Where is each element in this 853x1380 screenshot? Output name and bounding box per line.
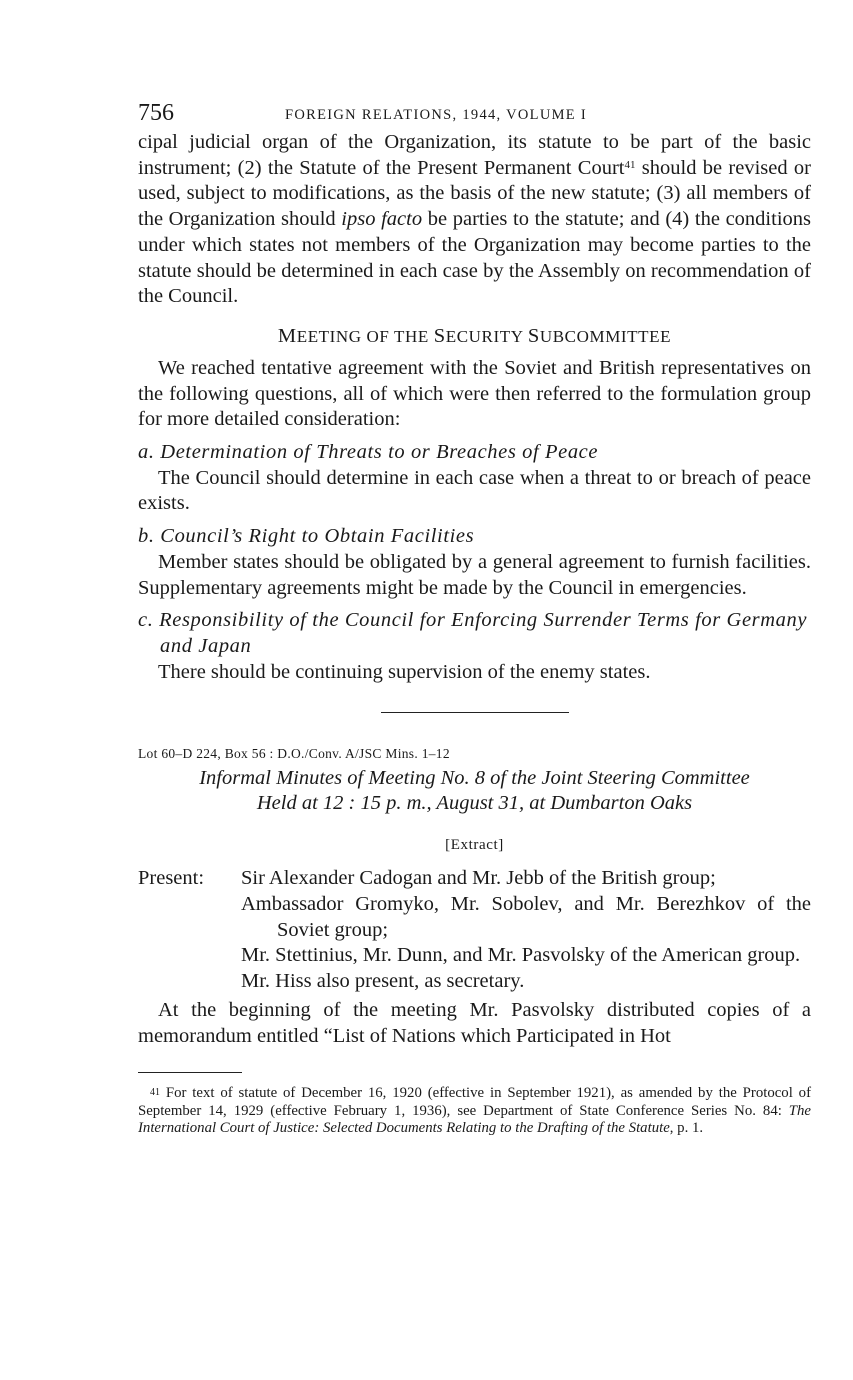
footnote-marker: 41 [150, 1087, 160, 1099]
document-page [138, 100, 811, 1138]
source-citation: Lot 60–D 224, Box 56 : D.O./Conv. A/JSC Mins. 1–12 [138, 746, 450, 762]
item-heading-a: a. Determination of Threats to or Breaches of Peace [138, 441, 599, 464]
item-body-b: Member states should be obligated by a general agreement to furnish facilities. Supplementary agreements might be made by the Council in emergencies. [138, 550, 811, 599]
present-list [138, 866, 811, 995]
section-divider [381, 712, 569, 713]
opening-paragraph: cipal judicial organ of the Organization, its statute to be part of the basic instrument; (2) the Statute of the Present Permanent Court$^{41}$ should be revised or used, subject to modifications, as the basis of the new statute; (3) all members of the Organization should ipso facto be parties to the statute; and (4) the conditions under which states not members of the Organization may become parties to the statute should be determined in each case by the Assembly on recommendation of the Council. [138, 131, 811, 308]
item-heading-c: c. Responsibility of the Council for Enforcing Surrender Terms for Germany and Japan [138, 609, 808, 657]
running-title: FOREIGN RELATIONS, 1944, VOLUME I [285, 107, 588, 123]
present-label: Present: [138, 867, 205, 890]
footnote-reference[interactable]: 41 [624, 158, 636, 171]
item-heading-b: b. Council’s Right to Obtain Facilities [138, 525, 475, 548]
section-intro: We reached tentative agreement with the Soviet and British representatives on the following questions, all of which were then referred to the formulation group for more detailed consideration: [138, 356, 811, 431]
item-body-c: There should be continuing supervision of the enemy states. [158, 660, 651, 683]
page-number: 756 [138, 100, 174, 126]
section-heading: MEETING OF THE SECURITY SUBCOMMITTEE [277, 324, 672, 347]
present-line: Ambassador Gromyko, Mr. Sobolev, and Mr. Berezhkov of the Soviet group; [241, 893, 811, 941]
present-line: Mr. Stettinius, Mr. Dunn, and Mr. Pasvolsky of the American group. [241, 944, 801, 967]
item-body-a: The Council should determine in each case when a threat to or breach of peace exists. [138, 466, 811, 515]
extract-label: [Extract] [445, 837, 504, 854]
footnote: $^{41}$ For text of statute of December 16, 1920 (effective in September 1921), as amended by the Protocol of September 14, 1929 (effective February 1, 1936), see Department of State Conference Series No. 84: The International Court of Justice: Selected Documents Relating to the Drafting of the Statute, p. 1. [138, 1085, 811, 1137]
italic-phrase: ipso facto [341, 208, 423, 231]
document-title: Informal Minutes of Meeting No. 8 of the Joint Steering Committee Held at 12 : 15 p. m., August 31, at Dumbarton Oaks [199, 767, 750, 815]
present-line: Mr. Hiss also present, as secretary. [241, 970, 525, 993]
present-line: Sir Alexander Cadogan and Mr. Jebb of the British group; [241, 867, 716, 890]
closing-paragraph: At the beginning of the meeting Mr. Pasvolsky distributed copies of a memorandum entitled “List of Nations which Participated in Hot [138, 998, 811, 1047]
page-header [138, 100, 811, 130]
footnote-divider [138, 1072, 242, 1073]
